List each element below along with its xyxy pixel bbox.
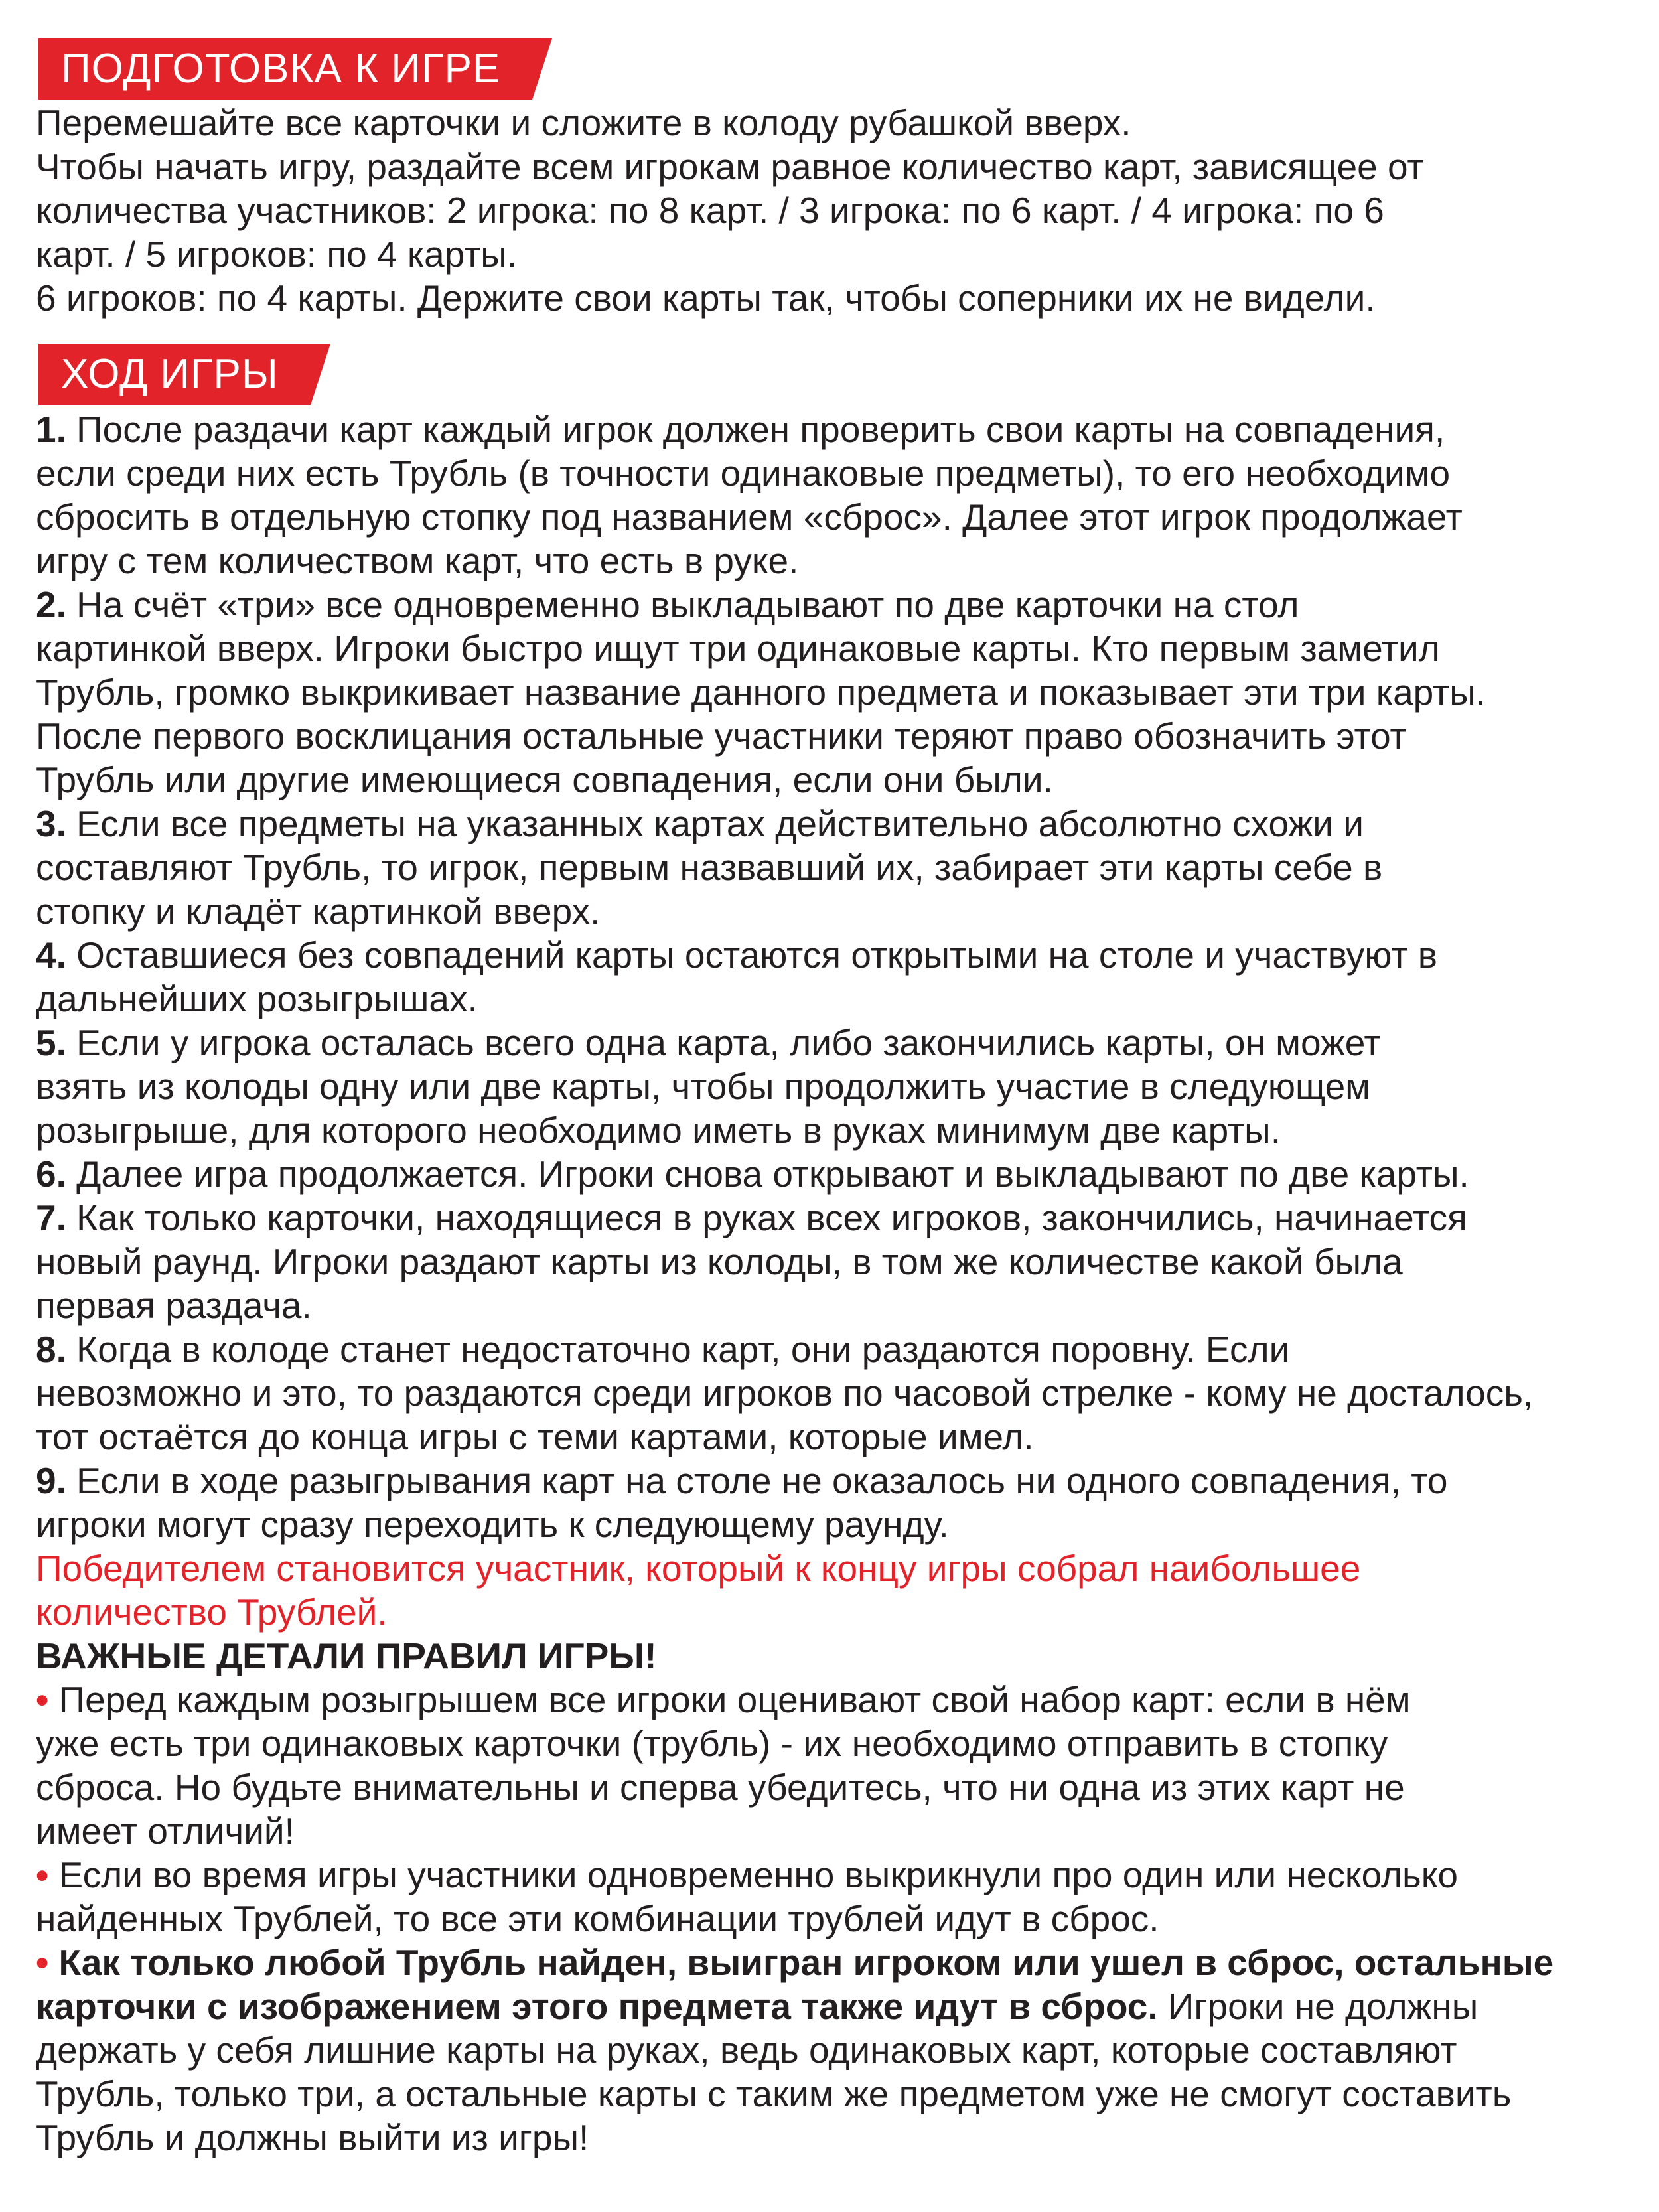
detail-line: Трубль, только три, а остальные карты с таким же предметом уже не смогут составить bbox=[36, 2073, 1512, 2114]
detail-line: держать у себя лишние карты на руках, ведь одинаковых карт, которые составляют bbox=[36, 2029, 1457, 2071]
step-number: 5. bbox=[36, 1022, 66, 1063]
prep-line: количества участников: 2 игрока: по 8 карт. / 3 игрока: по 6 карт. / 4 игрока: по 6 bbox=[36, 190, 1384, 231]
step-line: 6. Далее игра продолжается. Игроки снова открывают и выкладывают по две карты. bbox=[36, 1153, 1469, 1195]
step-line: первая раздача. bbox=[36, 1285, 312, 1326]
prep-line: 6 игроков: по 4 карты. Держите свои карты так, чтобы соперники их не видели. bbox=[36, 277, 1376, 319]
play-steps bbox=[36, 407, 1642, 1634]
detail-line: имеет отличий! bbox=[36, 1810, 295, 1852]
step-line: После первого восклицания остальные участники теряют право обозначить этот bbox=[36, 715, 1407, 757]
detail-line: • Если во время игры участники одновременно выкрикнули про один или несколько bbox=[36, 1854, 1458, 1895]
step-line: сбросить в отдельную стопку под названием «сброс». Далее этот игрок продолжает bbox=[36, 496, 1463, 538]
step-number: 1. bbox=[36, 409, 66, 450]
detail-line: Трубль и должны выйти из игры! bbox=[36, 2117, 589, 2158]
step-line: игру с тем количеством карт, что есть в руке. bbox=[36, 540, 799, 581]
winner-line: Победителем становится участник, который к концу игры собрал наибольшее bbox=[36, 1548, 1361, 1589]
prep-text bbox=[36, 101, 1642, 320]
step-line: 5. Если у игрока осталась всего одна карта, либо закончились карты, он может bbox=[36, 1022, 1381, 1063]
step-number: 6. bbox=[36, 1153, 66, 1195]
winner-line: количество Трублей. bbox=[36, 1591, 388, 1633]
step-line: 1. После раздачи карт каждый игрок должен проверить свои карты на совпадения, bbox=[36, 409, 1445, 450]
prep-line: Чтобы начать игру, раздайте всем игрокам равное количество карт, зависящее от bbox=[36, 146, 1424, 187]
step-number: 8. bbox=[36, 1329, 66, 1370]
step-line: дальнейших розыгрышах. bbox=[36, 978, 478, 1019]
step-line: 4. Оставшиеся без совпадений карты остаются открытыми на столе и участвуют в bbox=[36, 934, 1437, 976]
detail-line: карточки с изображением этого предмета также идут в сброс. Игроки не должны bbox=[36, 1986, 1479, 2027]
bullet-icon: • bbox=[36, 1942, 49, 1983]
step-line: новый раунд. Игроки раздают карты из колоды, в том же количестве какой была bbox=[36, 1241, 1403, 1282]
step-line: если среди них есть Трубль (в точности одинаковые предметы), то его необходимо bbox=[36, 453, 1451, 494]
prep-line: Перемешайте все карточки и сложите в колоду рубашкой вверх. bbox=[36, 102, 1131, 143]
details-section bbox=[36, 1634, 1642, 2160]
step-line: 2. На счёт «три» все одновременно выкладывают по две карточки на стол bbox=[36, 584, 1299, 625]
step-line: 3. Если все предметы на указанных картах действительно абсолютно схожи и bbox=[36, 803, 1364, 844]
step-line: 9. Если в ходе разыгрывания карт на столе не оказалось ни одного совпадения, то bbox=[36, 1460, 1448, 1501]
step-line: составляют Трубль, то игрок, первым назвавший их, забирает эти карты себе в bbox=[36, 847, 1383, 888]
step-line: 8. Когда в колоде станет недостаточно карт, они раздаются поровну. Если bbox=[36, 1329, 1290, 1370]
step-line: стопку и кладёт картинкой вверх. bbox=[36, 891, 601, 932]
step-line: игроки могут сразу переходить к следующему раунду. bbox=[36, 1504, 949, 1545]
step-line: Трубль, громко выкрикивает название данного предмета и показывает эти три карты. bbox=[36, 672, 1486, 713]
step-number: 4. bbox=[36, 934, 66, 976]
step-line: Трубль или другие имеющиеся совпадения, если они были. bbox=[36, 759, 1053, 800]
bullet-icon: • bbox=[36, 1679, 49, 1720]
step-number: 7. bbox=[36, 1197, 66, 1238]
detail-line: найденных Трублей, то все эти комбинации трублей идут в сброс. bbox=[36, 1898, 1159, 1939]
step-line: невозможно и это, то раздаются среди игроков по часовой стрелке - кому не досталось, bbox=[36, 1372, 1534, 1414]
play-header bbox=[38, 344, 311, 405]
prep-header bbox=[38, 38, 532, 100]
step-line: 7. Как только карточки, находящиеся в руках всех игроков, закончились, начинается bbox=[36, 1197, 1467, 1238]
step-line: картинкой вверх. Игроки быстро ищут три одинаковые карты. Кто первым заметил bbox=[36, 628, 1440, 669]
bullet-icon: • bbox=[36, 1854, 49, 1895]
step-number: 2. bbox=[36, 584, 66, 625]
step-line: тот остаётся до конца игры с теми картами, которые имел. bbox=[36, 1416, 1034, 1457]
prep-line: карт. / 5 игроков: по 4 карты. bbox=[36, 234, 518, 275]
step-line: взять из колоды одну или две карты, чтобы продолжить участие в следующем bbox=[36, 1066, 1370, 1107]
step-number: 9. bbox=[36, 1460, 66, 1501]
play-heading: ХОД ИГРЫ bbox=[38, 344, 311, 405]
detail-line: сброса. Но будьте внимательны и сперва убедитесь, что ни одна из этих карт не bbox=[36, 1767, 1405, 1808]
detail-line: • Перед каждым розыгрышем все игроки оценивают свой набор карт: если в нём bbox=[36, 1679, 1411, 1720]
detail-line: • Как только любой Трубль найден, выигран игроком или ушел в сброс, остальные bbox=[36, 1942, 1554, 1983]
details-heading: ВАЖНЫЕ ДЕТАЛИ ПРАВИЛ ИГРЫ! bbox=[36, 1635, 657, 1676]
prep-heading: ПОДГОТОВКА К ИГРЕ bbox=[38, 38, 532, 100]
step-number: 3. bbox=[36, 803, 66, 844]
detail-line: уже есть три одинаковых карточки (трубль) - их необходимо отправить в стопку bbox=[36, 1723, 1388, 1764]
step-line: розыгрыше, для которого необходимо иметь в руках минимум две карты. bbox=[36, 1110, 1281, 1151]
